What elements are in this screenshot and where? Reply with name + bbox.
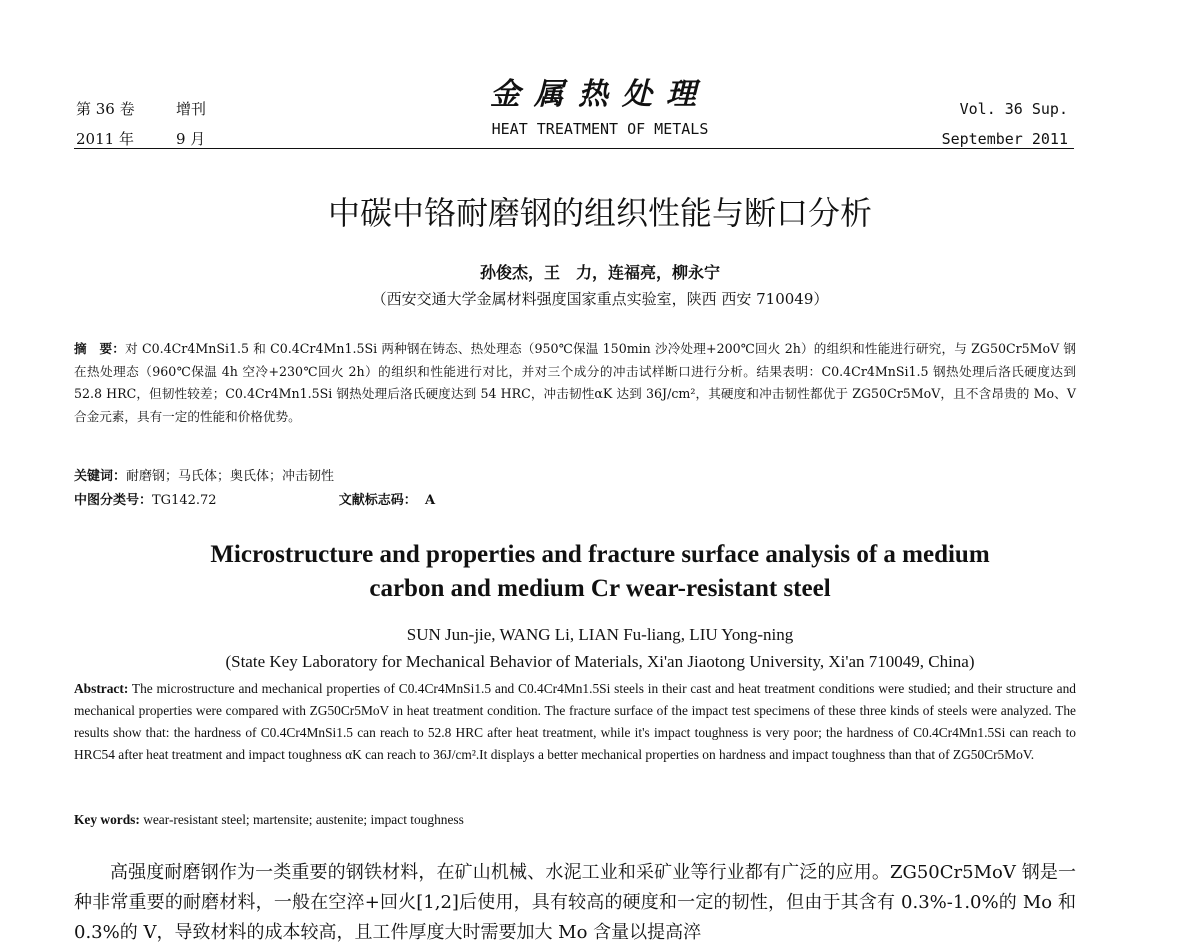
authors-en: SUN Jun-jie, WANG Li, LIAN Fu-liang, LIU Yong-ning (406, 625, 794, 644)
year-cn: 2011 年 (76, 130, 134, 148)
clc-label: 中图分类号： (74, 493, 153, 508)
issue-cn: 增刊 (176, 100, 207, 118)
keywords-cn-label: 关键词： (74, 469, 127, 484)
journal-name-en: HEAT TREATMENT OF METALS (491, 120, 709, 138)
abstract-en (74, 678, 1076, 766)
abstract-en-label: Abstract: (74, 681, 129, 696)
title-cn: 中碳中铬耐磨钢的组织性能与断口分析 (327, 194, 872, 232)
header-divider (74, 148, 1074, 149)
clc-value: TG142.72 (152, 493, 217, 508)
journal-logo-cn: 金属热处理 (490, 77, 710, 112)
keywords-cn (74, 466, 334, 488)
keywords-cn-text: 耐磨钢；马氏体；奥氏体；冲击韧性 (126, 469, 335, 484)
keywords-en-label: Key words: (74, 812, 140, 827)
title-en (0, 538, 1200, 606)
abstract-cn-text: 对 C0.4Cr4MnSi1.5 和 C0.4Cr4Mn1.5Si 两种钢在铸态、热处理态（950℃保温 150min 沙冷处理+200℃回火 2h）的组织和性能进行研究，与 ZG50Cr5MoV 钢在热处理态（960℃保温 4h 空冷+230℃回火 2h）的组织和性能进行对比，并对三个成分的冲击试样断口进行分析。结果表明：C0.4Cr4MnSi1.5 钢热处理后洛氏硬度达到 52.8 HRC，但韧性较差；C0.4Cr4Mn1.5Si 钢热处理后洛氏硬度达到 54 HRC，冲击韧性αK 达到 36J/cm²，其硬度和冲击韧性都优于 ZG50Cr5MoV，且不含昂贵的 Mo、V 合金元素，具有一定的性能和价格优势。 (74, 341, 1076, 424)
doc-code-label: 文献标志码： (338, 493, 417, 508)
header-right (942, 94, 1068, 154)
affiliation-cn: （西安交通大学金属材料强度国家重点实验室，陕西 西安 710049） (371, 290, 829, 308)
volume-en: Vol. 36 Sup. (959, 100, 1068, 118)
affiliation-en: (State Key Laboratory for Mechanical Behavior of Materials, Xi'an Jiaotong University, Xi'an 710049, China) (225, 652, 975, 671)
abstract-en-text: The microstructure and mechanical properties of C0.4Cr4MnSi1.5 and C0.4Cr4Mn1.5Si steels in their cast and heat treatment conditions were studied; and their structure and mechanical properties were compared with ZG50Cr5MoV in heat treatment condition. The fracture surface of the impact test specimens of these three kinds of steels were analyzed. The results show that: the hardness of C0.4Cr4MnSi1.5 can reach to 52.8 HRC after heat treatment, while it's impact toughness is very poor; the hardness of C0.4Cr4Mn1.5Si can reach to HRC54 after heat treatment and impact toughness αK can reach to 36J/cm².It displays a better mechanical properties on hardness and impact toughness than that of ZG50Cr5MoV. (74, 681, 1076, 762)
date-en: September 2011 (941, 130, 1068, 148)
authors-cn: 孙俊杰，王 力，连福亮，柳永宁 (479, 263, 720, 282)
month-cn: 9 月 (176, 130, 206, 148)
classification-cn (74, 490, 435, 512)
doc-code-value: A (424, 493, 436, 508)
body-paragraph: 高强度耐磨钢作为一类重要的钢铁材料，在矿山机械、水泥工业和采矿业等行业都有广泛的应用。ZG50Cr5MoV 钢是一种非常重要的耐磨材料，一般在空淬+回火[1,2]后使用，具有较高的硬度和一定的韧性，但由于其含有 0.3%-1.0%的 Mo 和 0.3%的 V，导致材料的成本较高，且工件厚度大时需要加大 Mo 含量以提高淬 (74, 862, 1076, 943)
abstract-cn-label: 摘 要： (74, 341, 126, 356)
title-en-line2: carbon and medium Cr wear-resistant steel (369, 575, 831, 602)
volume-cn: 第 36 卷 (76, 100, 135, 118)
keywords-en-text: wear-resistant steel; martensite; austenite; impact toughness (139, 812, 464, 827)
abstract-cn (74, 338, 1076, 428)
keywords-en (74, 812, 464, 828)
title-en-line1: Microstructure and properties and fracture surface analysis of a medium (210, 541, 990, 568)
